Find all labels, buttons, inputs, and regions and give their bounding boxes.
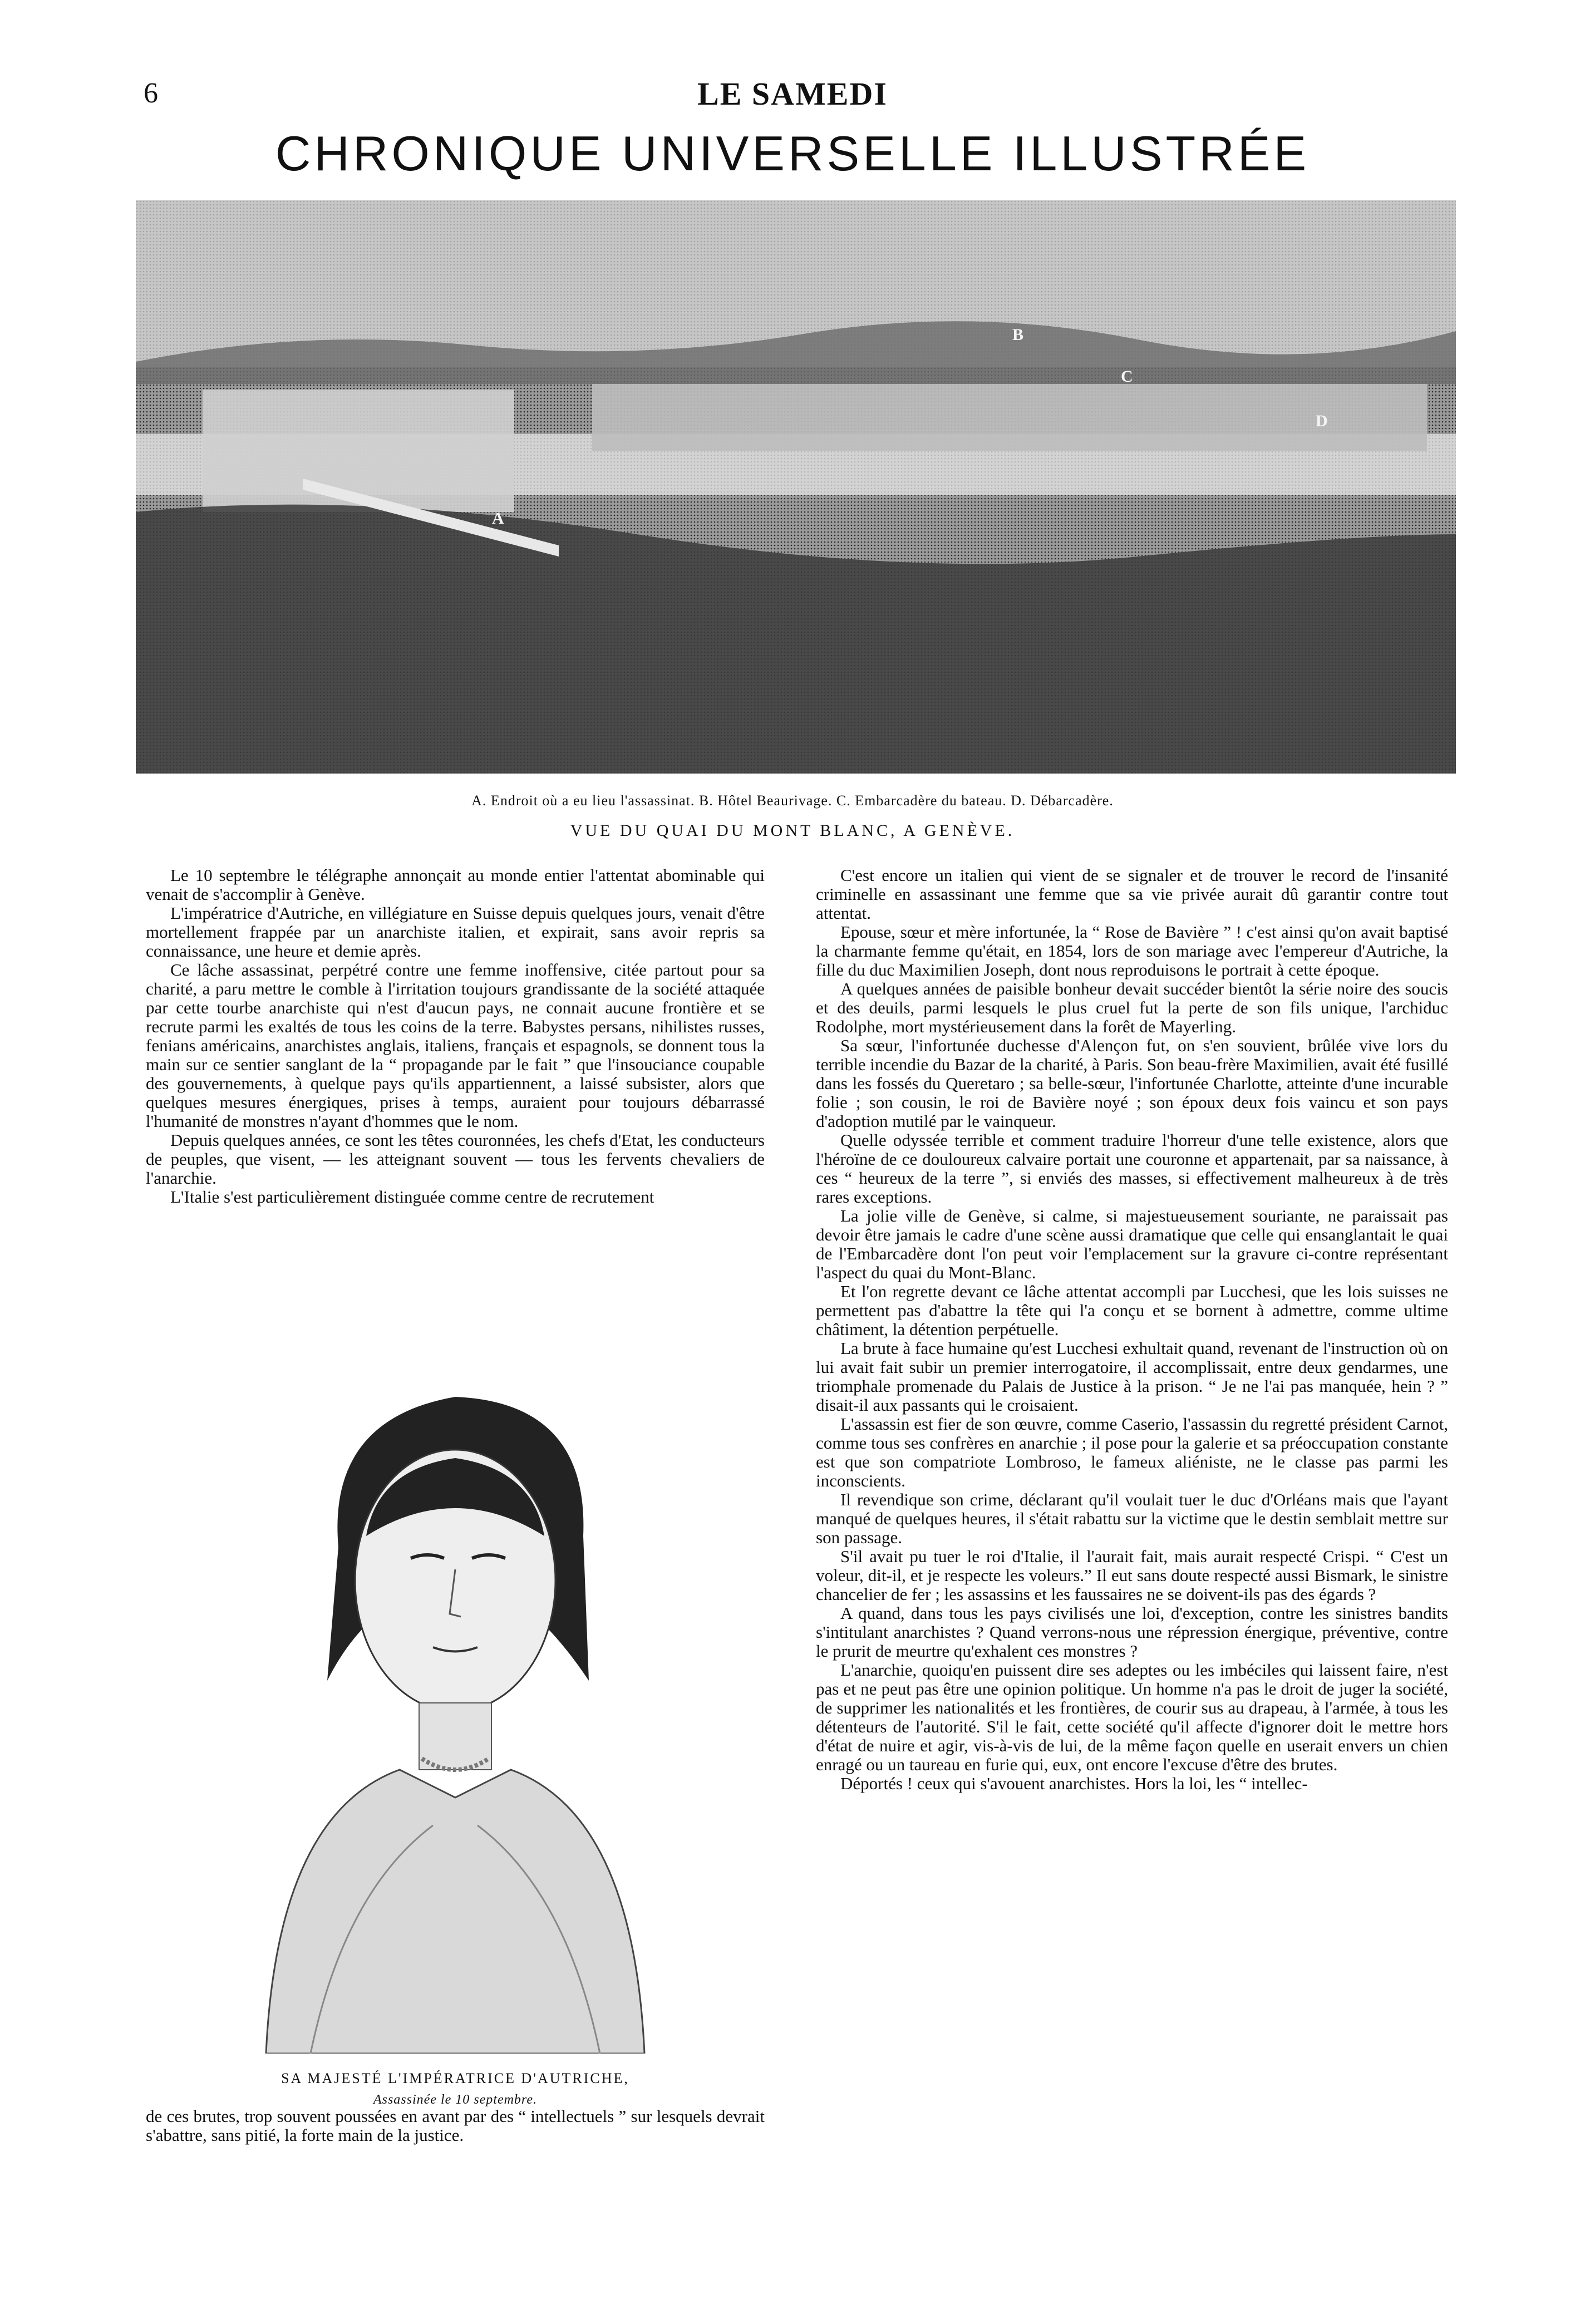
paragraph: Depuis quelques années, ce sont les têtes couronnées, les chefs d'Etat, les conducteurs de peuples, que visent, — les atteignant souvent — tous les fervents chevaliers de l'anarchie. xyxy=(146,1130,765,1188)
paragraph: Et l'on regrette devant ce lâche attentat accompli par Lucchesi, que les lois suisses ne permettent pas d'abattre la tête qui l'a conçu et se bornent à admettre, comme ultime châtiment, la détention perpétuelle. xyxy=(816,1282,1448,1339)
masthead-title: LE SAMEDI xyxy=(697,76,888,112)
masthead-subtitle: CHRONIQUE UNIVERSELLE ILLUSTRÉE xyxy=(275,126,1310,181)
paragraph: Sa sœur, l'infortunée duchesse d'Alençon fut, on s'en souvient, brûlée vive lors du terrible incendie du Bazar de la charité, à Paris. Son beau-frère Maximilien, avait été fusillé dans les fossés du Queretaro ; sa belle-sœur, l'infortunée Charlotte, atteinte d'une incurable folie ; son cousin, le roi de Bavière noyé ; son époux deux fois vaincu et son pays d'adoption mutilé par le vainqueur. xyxy=(816,1036,1448,1131)
marker-a: A xyxy=(492,509,504,528)
portrait-subcaption: Assassinée le 10 septembre. xyxy=(373,2092,538,2107)
left-column-continued xyxy=(146,2107,765,2145)
paragraph: Quelle odyssée terrible et comment traduire l'horreur d'une telle existence, alors que l'héroïne de ce douloureux calvaire portait une couronne et appartenait, par sa naissance, à ces “ heureux de la terre ”, si enviés des masses, si effectivement malheureux à de très rares exceptions. xyxy=(816,1130,1448,1207)
left-column xyxy=(146,866,765,1207)
paragraph: de ces brutes, trop souvent poussées en avant par des “ intellectuels ” sur lesquels devrait s'abattre, sans pitié, la forte main de la justice. xyxy=(146,2106,765,2145)
empress-portrait xyxy=(146,1336,765,2107)
paragraph: La brute à face humaine qu'est Lucchesi exhultait quand, revenant de l'instruction où on lui avait fait subir un premier interrogatoire, il accomplissait, entre deux gendarmes, une triomphale promenade du Palais de Justice à la prison. “ Je ne l'ai pas manquée, hein ? ” disait-il aux passants qui le croisaient. xyxy=(816,1338,1448,1415)
paragraph: C'est encore un italien qui vient de se signaler et de trouver le record de l'insanité criminelle en assassinant une femme que sa vie privée aurait dû garantir contre tout attentat. xyxy=(816,865,1448,923)
paragraph: L'assassin est fier de son œuvre, comme Caserio, l'assassin du regretté président Carnot, comme tous ses confrères en anarchie ; il pose pour la galerie et sa préoccupation constante est que son compatriote Lombroso, le fameux aliéniste, ne le classe pas parmi les inconscients. xyxy=(816,1414,1448,1490)
marker-b: B xyxy=(1012,326,1024,344)
paragraph: Déportés ! ceux qui s'avouent anarchistes. Hors la loi, les “ intellec- xyxy=(840,1774,1308,1793)
paragraph: Il revendique son crime, déclarant qu'il voulait tuer le duc d'Orléans mais que l'ayant manqué de quelques heures, il s'était rabattu sur la victime que le destin semblait mettre sur son passage. xyxy=(816,1490,1448,1547)
portrait-engraving xyxy=(199,1336,711,2054)
paragraph: Le 10 septembre le télégraphe annonçait au monde entier l'attentat abominable qui venait de s'accomplir à Genève. xyxy=(146,865,765,904)
paragraph: Ce lâche assassinat, perpétré contre une femme inoffensive, citée partout pour sa charité, a paru mettre le comble à l'irritation toujours grandissante de la société attaquée par cette tourbe anarchiste qui n'est d'aucun pays, ne connait aucune frontière et se recrute parmi les exaltés de tous les coins de la terre. Babystes persans, nihilistes russes, fenians américains, anarchistes anglais, italiens, français et espagnols, se donnent tous la main sur ce sentier sanglant de la “ propagande par le fait ” que l'insouciance coupable des gouvernements, à quelque pays qu'ils appartiennent, a laissé subsister, alors que quelques mesures énergiques, prises à temps, auraient pour toujours débarrassé l'humanité de monstres n'ayant d'hommes que le nom. xyxy=(146,960,765,1131)
paragraph: La jolie ville de Genève, si calme, si majestueusement souriante, ne paraissait pas devoir être jamais le cadre d'une scène aussi dramatique que celle qui ensanglantait le quai de l'Embarcadère dont l'on peut voir l'emplacement sur la gravure ci-contre représentant l'aspect du quai du Mont-Blanc. xyxy=(816,1206,1448,1282)
paragraph: S'il avait pu tuer le roi d'Italie, il l'aurait fait, mais aurait respecté Crispi. “ C'est un voleur, dit-il, et je respecte les voleurs.” Il eut sans doute respecté aussi Bismark, le sinistre chancelier de fer ; les assassins et les faussaires ne se doivent-ils pas des égards ? xyxy=(816,1547,1448,1604)
paragraph: L'Italie s'est particulièrement distinguée comme centre de recrutement xyxy=(170,1187,654,1207)
geneva-quay-engraving xyxy=(136,200,1456,774)
page-number: 6 xyxy=(144,77,158,109)
marker-c: C xyxy=(1121,367,1133,386)
engraving-caption: VUE DU QUAI DU MONT BLANC, A GENÈVE. xyxy=(570,821,1015,840)
portrait-caption: SA MAJESTÉ L'IMPÉRATRICE D'AUTRICHE, xyxy=(281,2070,629,2086)
paragraph: L'impératrice d'Autriche, en villégiature en Suisse depuis quelques jours, venait d'être mortellement frappée par un anarchiste italien, et expirait, sans avoir repris sa connaissance, une heure et demie après. xyxy=(146,903,765,961)
paragraph: A quand, dans tous les pays civilisés une loi, d'exception, contre les sinistres bandits s'intitulant anarchistes ? Quand verrons-nous une répression énergique, préventive, contre le prurit de meurtre qu'exhalent ces monstres ? xyxy=(816,1603,1448,1661)
right-column xyxy=(816,866,1448,1793)
paragraph: Epouse, sœur et mère infortunée, la “ Rose de Bavière ” ! c'est ainsi qu'on avait baptisé la charmante femme qu'était, en 1854, lors de son mariage avec l'empereur d'Autriche, la fille du duc Maximilien Joseph, dont nous reproduisons le portrait à cette époque. xyxy=(816,922,1448,979)
engraving-legend: A. Endroit où a eu lieu l'assassinat. B. Hôtel Beaurivage. C. Embarcadère du bateau. D. Débarcadère. xyxy=(471,792,1114,809)
engraving-illustration xyxy=(136,200,1456,774)
paragraph: A quelques années de paisible bonheur devait succéder bientôt la série noire des soucis et des deuils, parmi lesquels le plus cruel fut la perte de son fils unique, l'archiduc Rodolphe, mort mystérieusement dans la forêt de Mayerling. xyxy=(816,979,1448,1036)
paragraph: L'anarchie, quoiqu'en puissent dire ses adeptes ou les imbéciles qui laissent faire, n'est pas et ne peut pas être une opinion politique. Un homme n'a pas le droit de juger la société, de supprimer les nationalités et les frontières, de courir sus au drapeau, à l'armée, à tous les détenteurs de l'autorité. S'il le fait, cette société qu'il affecte d'ignorer doit le mettre hors d'état de nuire et agir, vis-à-vis de lui, de la même façon quelle en userait envers un chien enragé ou un taureau en furie qui, eux, ont encore l'excuse d'être des brutes. xyxy=(816,1660,1448,1774)
marker-d: D xyxy=(1316,412,1328,430)
